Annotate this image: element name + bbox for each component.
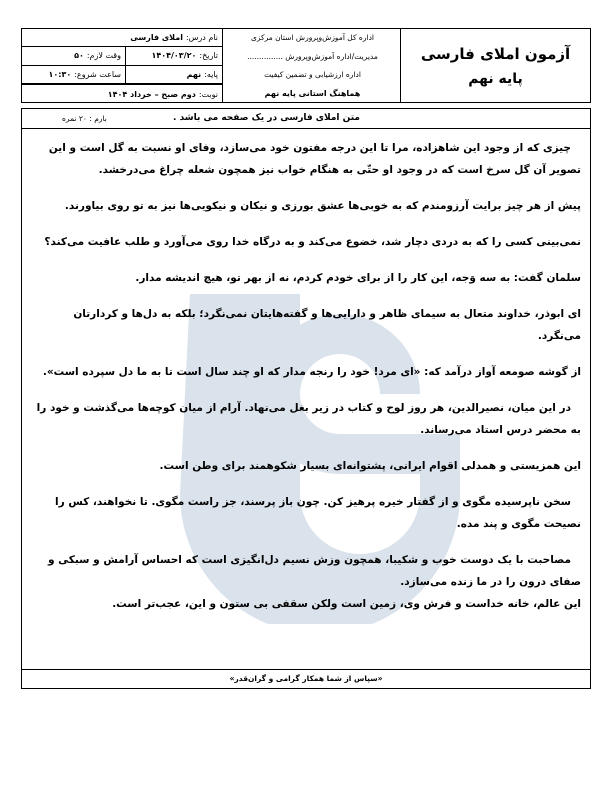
- session-row: [22, 84, 222, 103]
- dictation-header: [22, 109, 590, 129]
- start-time-label: ساعت شروع:: [74, 69, 121, 79]
- score-label: بارم : ۲۰ نمره: [62, 114, 107, 123]
- paragraph-3: نمی‌بینی کسی را که به دردی دچار شد، خضوع می‌کند و به درگاه خدا روی می‌آورد و طلب عافیت می‌کند؟: [44, 236, 581, 248]
- duration-value: ۵۰: [74, 51, 84, 61]
- exam-header: [21, 28, 591, 103]
- exam-info-grid: [22, 29, 222, 102]
- paragraph-8: این همزیستی و همدلی اقوام ایرانی، پشتوانه‌ای بسیار شکوهمند برای وطن است.: [159, 460, 581, 472]
- session-label: نوبت:: [198, 89, 218, 99]
- course-value: املای فارسی: [130, 33, 183, 42]
- course-row: [22, 29, 222, 47]
- dictation-box: [21, 108, 591, 689]
- dictation-title: متن املای فارسی در یک صفحه می باشد .: [173, 113, 360, 123]
- paragraph-6: از گوشه صومعه آواز درآمد که: «ای مرد! خود را رنجه مدار که او چند سال است تا به ما دل سپرده است».: [42, 366, 581, 378]
- exam-title-block: [400, 29, 590, 102]
- paragraph-4: سلمان گفت: به سه وَجه، این کار را از برای خودم کردم، نه از بهر تو، هیچ اندیشه مدار.: [135, 272, 581, 284]
- date-label: تاریخ:: [199, 51, 218, 61]
- date-row: [22, 47, 222, 66]
- date-value: ۱۴۰۴/۰۳/۲۰: [151, 51, 197, 61]
- grade-value: نهم: [186, 69, 202, 79]
- grade-title: پایه نهم: [468, 70, 523, 87]
- duration-label: وقت لازم:: [86, 51, 121, 61]
- paragraph-10: مصاحبت با یک دوست خوب و شکیبا، همچون وزش نسیم دل‌انگیزی است که احساس آرامش و سبکی و صفای درون را در ما زنده می‌سازد.: [47, 554, 581, 588]
- organization-block: [222, 29, 402, 102]
- paragraph-2: پیش از هر چیز برایت آرزومندم که به خوبی‌ها عشق بورزی و نیکان و نیکویی‌ها نیز به تو روی بیاورند.: [64, 200, 581, 212]
- session-value: دوم صبح – خرداد ۱۴۰۴: [107, 89, 196, 99]
- org-line-3: اداره ارزشیابی و تضمین کیفیت: [264, 70, 361, 79]
- dictation-text: [22, 129, 590, 615]
- org-line-4: هماهنگ استانی پایه نهم: [264, 88, 361, 98]
- paragraph-1: چیزی که از وجود این شاهزاده، مرا تا این درجه مفتون خود می‌سازد، وفای او نسبت به گل است و این تصویر آن گل سرخ است که در وجود او حتّی به هنگام خواب نیز همچون شعله چراغ می‌درخشد.: [48, 142, 581, 176]
- paragraph-9: سخن ناپرسیده مگوی و از گفتار خیره پرهیز کن. چون باز پرسند، جز راست مگوی. تا نخواهند، کس را نصیحت مگوی و پند مده.: [55, 496, 581, 530]
- start-time-value: ۱۰:۳۰: [48, 69, 72, 79]
- exam-title: آزمون املای فارسی: [420, 44, 571, 63]
- course-label: نام درس:: [185, 33, 218, 42]
- paragraph-11: این عالم، خانه خداست و فرش وی، زمین است ولکن سقفی بی ستون و این، عجب‌تر است.: [112, 598, 581, 610]
- paragraph-7: در این میان، نصیرالدین، هر روز لوح و کتاب در زیر بغل می‌نهاد. آرام از میان کوچه‌ها می‌گذشت و خود را به محضر درس استاد می‌رساند.: [36, 402, 581, 436]
- org-line-1: اداره کل آموزش‌وپرورش استان مرکزی: [250, 33, 374, 42]
- paragraph-5: ای ابوذر، خداوند متعال به سیمای ظاهر و دارایی‌ها و گفته‌هایتان نمی‌نگرد؛ بلکه به دل‌ها و کردارتان می‌نگرد.: [73, 308, 581, 342]
- thanks-footer: «سپاس از شما همکار گرامی و گران‌قدر»: [22, 669, 590, 688]
- grade-row: [22, 66, 222, 85]
- grade-label: پایه:: [204, 69, 218, 79]
- org-line-2: مدیریت/اداره آموزش‌وپرورش ...............: [247, 51, 378, 61]
